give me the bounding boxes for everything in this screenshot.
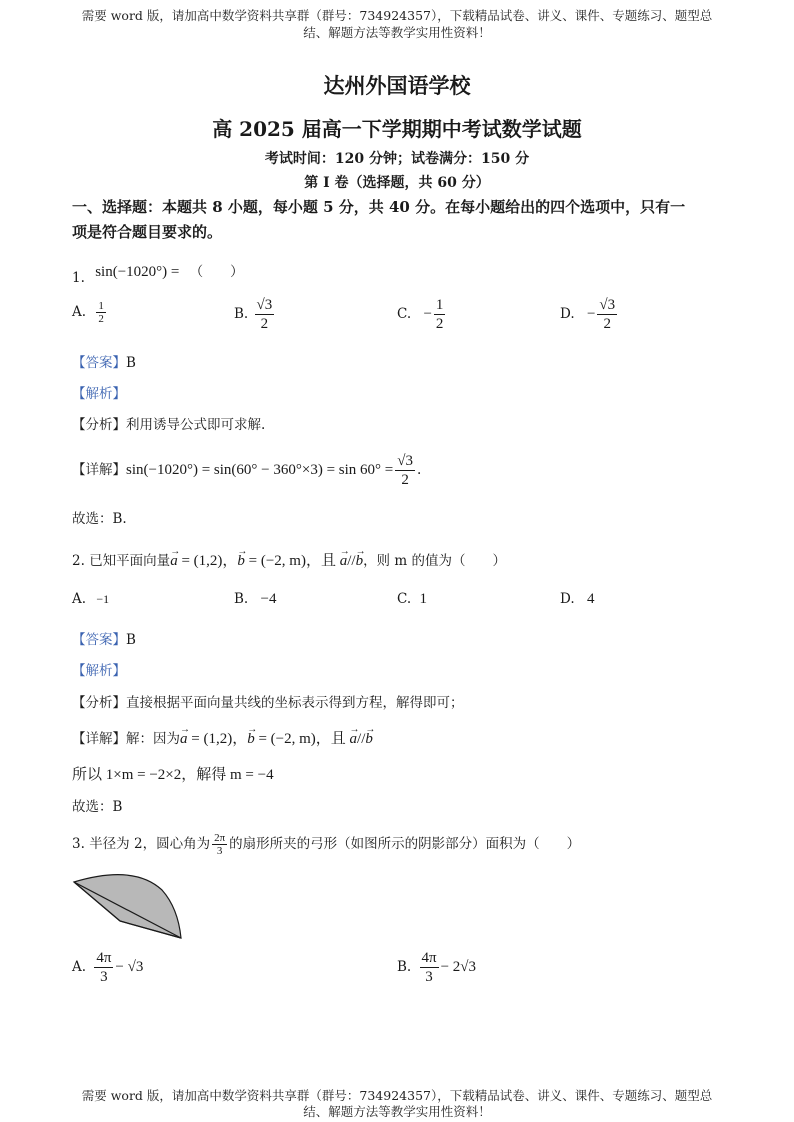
q2-option-c-value: 1 <box>419 591 427 607</box>
segment-figure <box>70 872 186 942</box>
q2-analysis-tag: 【分析】 <box>72 695 126 711</box>
q1-option-b-den: 2 <box>260 316 269 332</box>
q2-detail-b-value: = (−2, m)，且 <box>254 731 350 747</box>
q1-answer-value: B <box>126 355 136 371</box>
q1-paren: （ ） <box>189 264 244 280</box>
q1-detail-tag: 【详解】 <box>72 462 126 478</box>
footer-notice-line1: 需要 word 版，请加高中数学资料共享群（群号：734924357），下载精品试卷、讲义、课件、专题练习、题型总 <box>81 1088 713 1103</box>
q2-detail-a-value: = (1,2)， <box>187 731 248 747</box>
q1-option-d-frac <box>597 296 617 333</box>
q3-option-b-label: B. <box>397 959 412 975</box>
q2-option-a-value: −1 <box>96 592 110 606</box>
q2-vector-a-2: → a <box>340 552 348 570</box>
school-name: 达州外国语学校 <box>323 73 471 98</box>
q3-option-a-den: 3 <box>100 969 108 985</box>
q2-stem-suffix: ，则 m 的值为（ ） <box>363 553 506 569</box>
volume-title: 第 I 卷（选择题，共 60 分） <box>304 175 490 191</box>
exam-title: 高 2025 届高一下学期期中考试数学试题 <box>212 117 582 141</box>
q2-detail-prefix: 解：因为 <box>126 731 180 747</box>
q3-option-b-num: 4π <box>421 950 437 966</box>
q1-option-a-label: A. <box>72 304 87 320</box>
q2-detail-vector-b: → b <box>247 730 255 748</box>
q1-detail-expr: sin(−1020°) = sin(60° − 360°×3) = sin 60° = <box>126 462 394 478</box>
q1-answer <box>72 354 136 372</box>
q2-detail-parallel: // <box>357 731 366 747</box>
q2-step <box>72 766 274 784</box>
q3-option-b <box>397 949 476 986</box>
q1-option-c <box>397 296 447 333</box>
q1-option-a <box>72 300 108 325</box>
q1-number: 1. <box>72 270 85 286</box>
q2-analysis-text: 直接根据平面向量共线的坐标表示得到方程，解得即可； <box>126 695 464 711</box>
q2-answer <box>72 631 136 649</box>
q1-option-a-num: 1 <box>98 300 104 312</box>
q2-parallel-sign: // <box>347 553 356 569</box>
section-header-line1: 一、选择题：本题共 8 小题，每小题 5 分，共 40 分。在每小题给出的四个选项中，只有一 <box>72 198 686 216</box>
q1-option-d-sign: − <box>586 306 596 322</box>
q2-option-a-label: A. <box>72 591 87 607</box>
q3-option-b-tail: − 2√3 <box>440 959 477 975</box>
q1-option-d-label: D. <box>560 306 575 322</box>
q2-analysis <box>72 694 464 712</box>
q2-detail-vector-b-2: → b <box>365 730 373 748</box>
q1-option-b <box>234 296 276 333</box>
section-header-line2: 项是符合题目要求的。 <box>72 223 223 241</box>
q2-vector-b-value: = (−2, m)，且 <box>244 553 340 569</box>
q3-option-a-num: 4π <box>96 950 112 966</box>
q1-jiexi: 【解析】 <box>72 386 126 402</box>
q2-stem-prefix: 已知平面向量 <box>89 553 171 569</box>
q1-stem: sin(−1020°) = <box>95 264 180 280</box>
q2-detail-vector-a: → a <box>180 730 188 748</box>
q1-option-b-label: B. <box>234 306 249 322</box>
q3-option-b-den: 3 <box>425 969 433 985</box>
q2-option-d-label: D. <box>560 591 575 607</box>
q1-detail-frac <box>395 452 415 489</box>
q2-option-b-label: B. <box>234 591 249 607</box>
q3-angle-num: 2π <box>214 832 226 844</box>
q1-analysis <box>72 416 265 434</box>
q3-option-a <box>72 949 143 986</box>
q1-option-a-frac <box>96 300 106 325</box>
q1-conclusion: 故选：B. <box>72 511 127 527</box>
q1-option-c-label: C. <box>397 306 412 322</box>
q1-option-c-frac <box>434 296 446 333</box>
header-notice-line2: 结、解题方法等教学实用性资料！ <box>303 25 491 40</box>
q2-vector-b-2: → b <box>356 552 364 570</box>
question-2 <box>72 552 506 570</box>
q2-option-b-value: −4 <box>260 591 277 607</box>
q1-option-d <box>560 296 619 333</box>
exam-info: 考试时间：120 分钟；试卷满分：150 分 <box>264 151 530 167</box>
q1-option-b-num: √3 <box>256 297 273 313</box>
question-3 <box>72 832 580 857</box>
q3-option-a-tail: − √3 <box>115 959 144 975</box>
q3-stem-suffix: 的扇形所夹的弓形（如图所示的阴影部分）面积为（ ） <box>229 836 581 852</box>
q1-option-a-den: 2 <box>98 313 104 325</box>
q2-detail-vector-a-2: → a <box>350 730 358 748</box>
q2-option-d-value: 4 <box>586 591 595 607</box>
q2-answer-tag: 【答案】 <box>72 632 126 648</box>
q2-number: 2. <box>72 553 85 569</box>
q1-option-c-num: 1 <box>435 297 444 313</box>
question-1 <box>72 263 244 286</box>
q1-detail <box>72 452 421 489</box>
q3-option-a-label: A. <box>72 959 87 975</box>
q1-option-c-sign: − <box>423 306 432 322</box>
q2-vector-b: → b <box>237 552 245 570</box>
q2-step-text: 所以 1×m = −2×2，解得 m = −4 <box>72 767 274 783</box>
q2-detail <box>72 730 373 748</box>
q2-vector-a-value: = (1,2)， <box>177 553 238 569</box>
q1-option-b-frac <box>255 296 275 333</box>
q2-option-d <box>560 590 594 608</box>
q3-angle-den: 3 <box>216 845 223 857</box>
q3-stem-prefix: 半径为 2，圆心角为 <box>89 836 211 852</box>
footer-notice-line2: 结、解题方法等教学实用性资料！ <box>303 1104 491 1119</box>
q1-analysis-text: 利用诱导公式即可求解. <box>126 417 266 433</box>
q2-option-b <box>234 590 276 608</box>
q1-detail-den: 2 <box>401 472 409 488</box>
q2-vector-a: → a <box>170 552 178 570</box>
q1-analysis-tag: 【分析】 <box>72 417 126 433</box>
q2-option-a <box>72 590 109 608</box>
q3-option-a-frac <box>94 949 113 986</box>
header-notice-line1: 需要 word 版，请加高中数学资料共享群（群号：734924357），下载精品试卷、讲义、课件、专题练习、题型总 <box>81 8 713 23</box>
q3-number: 3. <box>72 836 85 852</box>
q1-option-d-num: √3 <box>599 297 616 313</box>
q3-option-b-frac <box>420 949 439 986</box>
q2-detail-tag: 【详解】 <box>72 731 126 747</box>
q1-answer-tag: 【答案】 <box>72 355 126 371</box>
q2-answer-value: B <box>126 632 136 648</box>
q1-option-d-den: 2 <box>603 316 612 332</box>
q3-angle-frac <box>212 832 227 857</box>
q1-detail-num: √3 <box>397 453 413 469</box>
q2-conclusion: 故选：B <box>72 799 123 815</box>
q2-option-c <box>397 590 427 608</box>
q2-option-c-label: C. <box>397 591 412 607</box>
q1-detail-end: . <box>416 462 422 478</box>
q1-option-c-den: 2 <box>435 316 444 332</box>
q2-jiexi: 【解析】 <box>72 663 126 679</box>
shaded-segment <box>74 875 181 938</box>
